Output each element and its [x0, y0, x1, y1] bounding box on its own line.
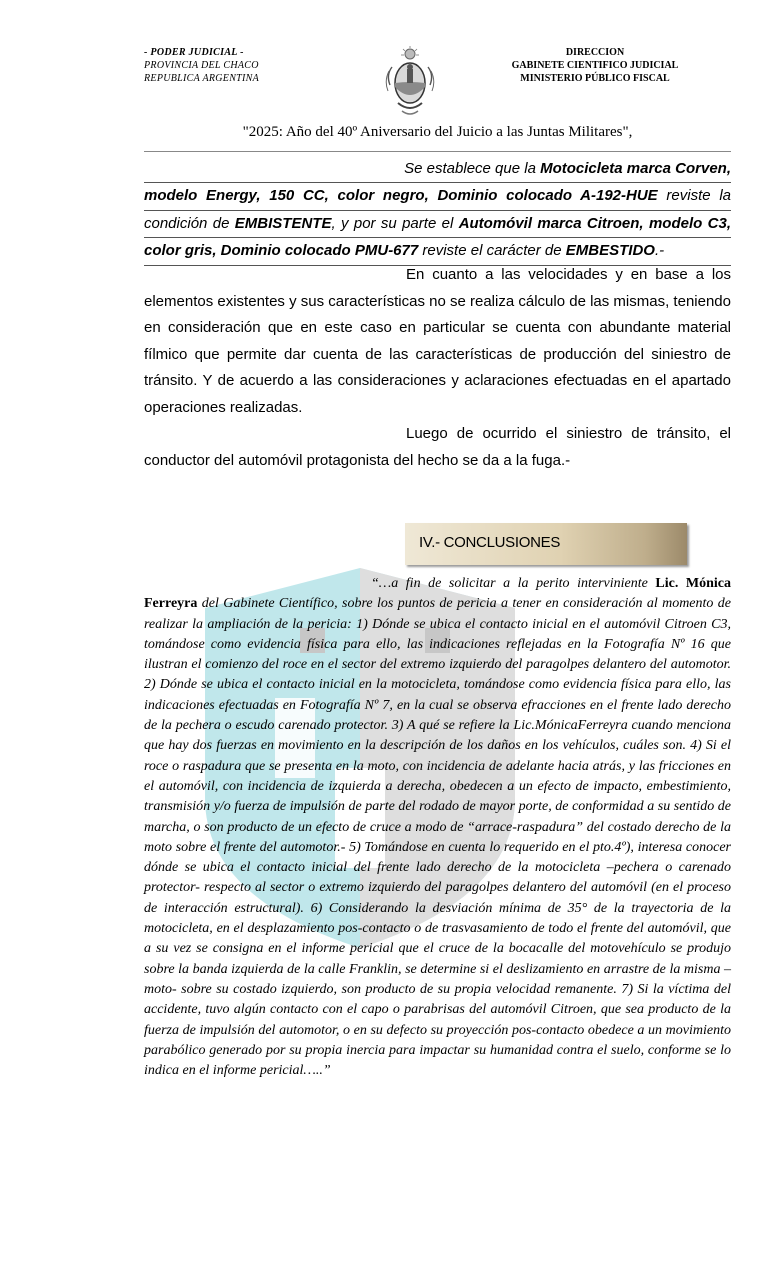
header-left-line3: REPUBLICA ARGENTINA [144, 73, 260, 84]
p1-bold: EMBESTIDO [565, 242, 655, 260]
p1-bold: Motocicleta marca Corven, [540, 160, 731, 177]
quote-text: del Gabinete Científico, sobre los puntos de pericia a tener en consideración al momento de realizar la ampliación de la pericia: 1) Dónde se ubica el contacto inicial en el automóvil Citroen C3, tomándose como evidencia física para ello, las indicaciones reflejadas en la Fotografía Nº 16 que ilustran el comienzo del roce en el sector del extremo izquierdo del paragolpes delantero del automotor. 2) Dónde se ubica el contacto inicial en la motocicleta, tomándose como evidencia física para ello, las indicaciones efectuadas en Fotografía Nº 7, en la cual se observa efracciones en el frente lado derecho de la pechera o escudo carenado protector. 3) A qué se refiere la Lic.MónicaFerreyra cuando menciona que hay dos fuerzas en movimiento en la descripción de los daños en los vehículos, cuáles son. 4) Si el roce o raspadura que se presenta en la moto, con incidencia de adelante hacia atrás, y las fricciones en el automóvil, con incidencia de izquierda a derecha, obedecen a un efecto de impacto, embestimiento, transmisión y/o fuerza de impulsión de parte del rodado de mayor porte, de conformidad a su sentido de marcha, o son producto de un efecto de cruce a modo de “arrace-raspadura” del costado derecho de la moto sobre el frente del automotor.- 5) Tomándose en cuenta lo requerido en el pto.4º), interesa conocer dónde se ubica el contacto inicial del frente lado derecho de la motocicleta –pechera o carenado protector- respecto al sector o extremo izquierdo del paragolpes delantero del automóvil (en el proceso de interacción estructural). 6) Considerando la desviación mínima de 35° de la trayectoria de la motocicleta, en el desplazamiento pos-contacto o de trasvasamiento de todo el frente del automóvil, que a su vez se consigna en el informe pericial que el cruce de la bocacalle del motovehículo se produjo sobre la banda izquierda de la calle Franklin, se determine si el deslizamiento en arrastre de la misma –moto- sobre su costado izquierdo, son producto de su propia velocidad remanente. 7) Si la víctima del accidente, tuvo algún contacto con el capo o parabrisas del automóvil Citroen, que sea producto de la fuerza de impulsión del automotor, o en su defecto su proyección pos-contacto obedece a un movimiento parabólico generado por su propia inercia para impactar su humanidad contra el suelo, conforme se lo indica en el informe pericial…..” [144, 596, 731, 1079]
p1-bold: color gris, Dominio colocado PMU-677 [144, 242, 419, 260]
quote-text: “…a fin de solicitar a la perito interviniente [371, 576, 656, 591]
header-left-line2: PROVINCIA DEL CHACO [144, 60, 259, 71]
conclusions-quote [144, 574, 731, 1081]
header-left-line1: - PODER JUDICIAL - [144, 47, 244, 58]
p1-line-2 [144, 183, 731, 210]
conclusions-heading: IV.- CONCLUSIONES [419, 534, 561, 551]
p1-bold: EMBISTENTE [234, 214, 332, 232]
header-institution-left [144, 46, 259, 85]
p1-line-3 [144, 211, 731, 238]
conclusions-heading-box [405, 523, 687, 565]
coat-of-arms-icon [384, 45, 436, 119]
p1-text: .- [654, 242, 665, 260]
header-right-line2: GABINETE CIENTIFICO JUDICIAL [511, 60, 679, 71]
p1-bold: Automóvil marca Citroen, modelo C3, [458, 214, 731, 232]
p1-bold: modelo Energy, 150 CC, color negro, Dominio colocado A-192-HUE [144, 187, 658, 205]
p1-text: reviste la [657, 187, 731, 205]
p1-text: Se establece que la [404, 160, 541, 177]
paragraph-velocities: En cuanto a las velocidades y en base a los elementos existentes y sus características no se realiza cálculo de las mismas, teniendo en consideración que en este caso en particular se cuenta con abundante material fílmico que permite dar cuenta de las características de producción del siniestro de tránsito. Y de acuerdo a las consideraciones y aclaraciones efectuadas en el apartado operaciones realizadas. [144, 266, 731, 416]
header-institution-right [500, 46, 690, 85]
header-right-line1: DIRECCION [565, 47, 625, 58]
paragraph-classification [144, 156, 731, 266]
header-motto: "2025: Año del 40º Aniversario del Juicio a las Juntas Militares", [242, 124, 633, 140]
header-right-line3: MINISTERIO PÚBLICO FISCAL [520, 73, 670, 84]
p1-line-1 [144, 156, 731, 183]
p1-text: reviste el carácter de [418, 242, 566, 260]
header-divider [144, 151, 731, 152]
p1-text: condición de [144, 214, 235, 232]
p1-text: , y por su parte el [331, 214, 459, 232]
quote-expert-name: Lic. Mónica Ferreyra [144, 576, 732, 612]
paragraph-flight: Luego de ocurrido el siniestro de tránsito, el conductor del automóvil protagonista del hecho se da a la fuga.- [144, 425, 731, 469]
